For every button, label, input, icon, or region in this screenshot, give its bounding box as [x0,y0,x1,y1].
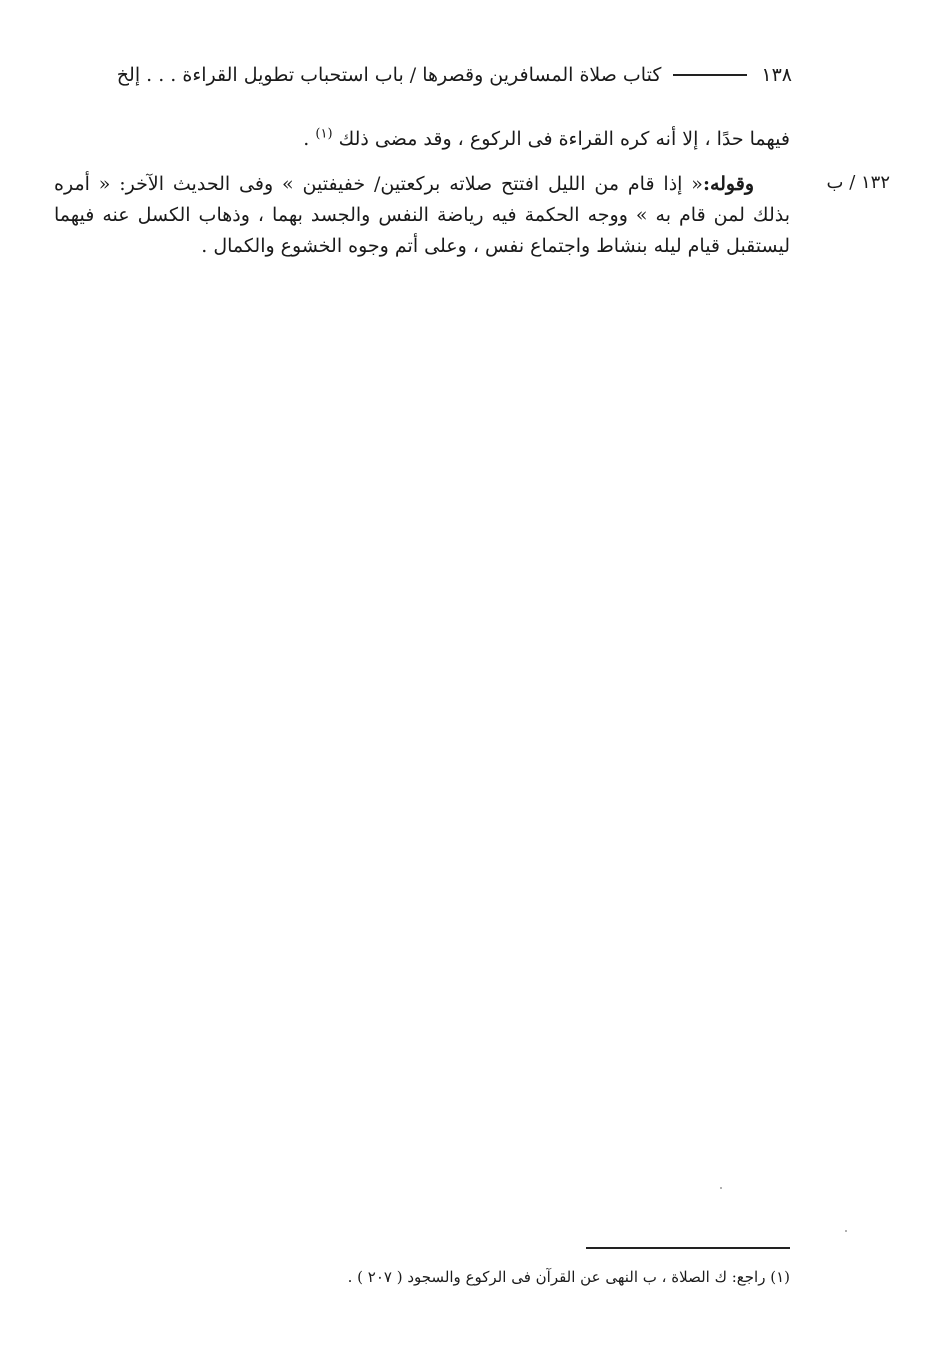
paragraph-1-text: فيهما حدًا ، إلا أنه كره القراءة فى الركوع ، وقد مضى ذلك [338,128,790,150]
footnote-separator [586,1247,790,1249]
footnote: (١) راجع: ك الصلاة ، ب النهى عن القرآن فى الركوع والسجود ( ٢٠٧ ) . [347,1268,790,1286]
paragraph-2-lead: وقوله: [702,173,754,195]
paragraph-2 [54,169,790,262]
scan-speck [845,1230,847,1232]
footnote-reference: (١) [315,126,333,142]
page-number: ١٣٨ [761,64,792,86]
paragraph-1-end: . [303,128,316,150]
header-rule [673,74,747,76]
paragraph-2-text: « إذا قام من الليل افتتح صلاته بركعتين/ خفيفتين » وفى الحديث الآخر: « أمره بذلك لمن قام به » ووجه الحكمة فيه رياضة النفس والجسد بهما ، وذهاب الكسل عنه فيهما ليستقبل قيام ليله بنشاط واجتماع نفس ، وعلى أتم وجوه الخشوع والكمال . [54,173,790,257]
manuscript-folio-marker: ١٣٢ / ب [826,172,890,193]
scan-speck [720,1187,722,1189]
main-text [54,124,790,262]
paragraph-1 [54,124,790,155]
running-title: كتاب صلاة المسافرين وقصرها / باب استحباب تطويل القراءة . . . إلخ [116,64,662,86]
page-header [54,58,792,92]
